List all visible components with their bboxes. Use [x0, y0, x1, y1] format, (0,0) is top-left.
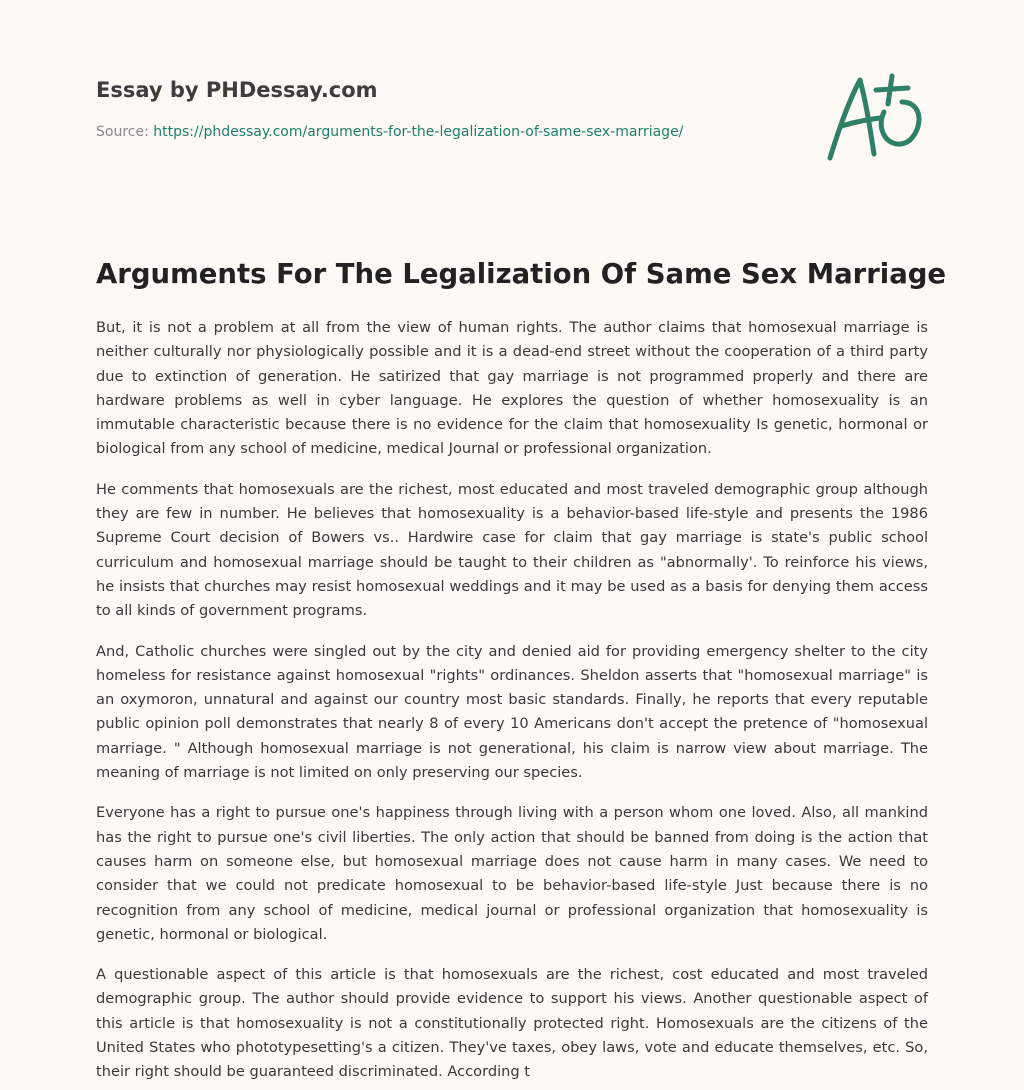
essay-title: Arguments For The Legalization Of Same Sex Marriage [96, 258, 947, 290]
essay-paragraph: And, Catholic churches were singled out by the city and denied aid for providing emergency shelter to the city homeless for resistance against homosexual "rights" ordinances. Sheldon asserts that "homosexual marriage" is an oxymoron, unnatural and against our country most basic standards. Finally, he reports that every reputable public opinion poll demonstrates that nearly 8 of every 10 Americans don't accept the pretence of "homosexual marriage. " Although homosexual marriage is not generational, his claim is narrow view about marriage. The meaning of marriage is not limited on only preserving our species. [96, 642, 928, 782]
essay-paragraph: Everyone has a right to pursue one's happiness through living with a person whom one loved. Also, all mankind has the right to pursue one's civil liberties. The only action that should be banned from doing is the action that causes harm on someone else, but homosexual marriage does not cause harm in many cases. We need to consider that we could not predicate homosexual to be behavior-based life-style Just because there is no recognition from any school of medicine, medical journal or professional organization that homosexuality is genetic, hormonal or biological. [96, 804, 928, 943]
essay-paragraph: He comments that homosexuals are the richest, most educated and most traveled demographic group although they are few in number. He believes that homosexuality is a behavior-based life-style and presents the 1986 Supreme Court decision of Bowers vs.. Hardwire case for claim that gay marriage is state's public school curriculum and homosexual marriage should be taught to their children as "abnormally'. To reinforce his views, he insists that churches may resist homosexual weddings and it may be used as a basis for denying them access to all kinds of government programs. [96, 480, 928, 620]
a-plus-logo-icon [822, 66, 932, 166]
source-line [96, 124, 683, 140]
brand-title: Essay by PHDessay.com [96, 78, 378, 102]
source-label: Source: [96, 124, 149, 140]
essay-paragraph: But, it is not a problem at all from the view of human rights. The author claims that homosexual marriage is neither culturally nor physiologically possible and it is a dead-end street without the cooperation of a third party due to extinction of generation. He satirized that gay marriage is not programmed properly and there are hardware problems as well in cyber language. He explores the question of whether homosexuality is an immutable characteristic because there is no evidence for the claim that homosexuality Is genetic, hormonal or biological from any school of medicine, medical Journal or professional organization. [96, 319, 928, 458]
source-link[interactable]: https://phdessay.com/arguments-for-the-legalization-of-same-sex-marriage/ [153, 124, 684, 140]
essay-body [96, 316, 928, 1090]
page-header [96, 76, 928, 140]
essay-paragraph: A questionable aspect of this article is that homosexuals are the richest, cost educated and most traveled demographic group. The author should provide evidence to support his views. Another questionable aspect of this article is that homosexuality is not a constitutionally protected right. Homosexuals are the citizens of the United States who phototypesetting's a citizen. They've taxes, obey laws, vote and educate themselves, etc. So, their right should be guaranteed discriminated. According t [96, 966, 928, 1081]
a-plus-logo-svg [822, 66, 932, 166]
